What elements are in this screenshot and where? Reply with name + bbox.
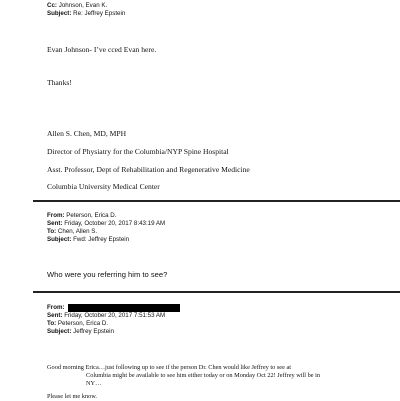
separator-rule [33, 200, 400, 202]
cc-value: Johnson, Evan K. [58, 2, 108, 9]
email3-body-line: NY… [86, 380, 102, 387]
email3-subject-line [47, 328, 114, 336]
email2-from-line [47, 212, 116, 220]
sent-label: Sent: [47, 220, 63, 227]
subject-label: Subject: [47, 10, 72, 17]
to-label: To: [47, 228, 57, 235]
from-label: From: [47, 304, 65, 311]
email2-subject-line [47, 236, 129, 244]
signature-dept: Asst. Professor, Dept of Rehabilitation and Regenerative Medicine [47, 165, 250, 174]
email2-sent-line [47, 220, 165, 228]
sent-value: Friday, October 20, 2017 7:51:53 AM [64, 312, 166, 319]
to-value: Chen, Allen S. [57, 228, 98, 235]
subject-label: Subject: [47, 328, 72, 335]
signature-org: Columbia University Medical Center [47, 182, 160, 191]
email1-thanks: Thanks! [47, 78, 72, 87]
email2-body: Who were you referring him to see? [47, 270, 168, 279]
cc-label: Cc: [47, 2, 57, 9]
subject-label: Subject: [47, 236, 72, 243]
email2-to-line [47, 228, 97, 236]
from-label: From: [47, 212, 65, 219]
email3-to-line [47, 320, 108, 328]
sent-label: Sent: [47, 312, 63, 319]
from-value: Peterson, Erica D. [66, 212, 117, 219]
email3-from-line [47, 304, 65, 312]
email1-cc-line [47, 2, 107, 10]
to-value: Peterson, Erica D. [57, 320, 109, 327]
separator-rule [33, 291, 400, 293]
to-label: To: [47, 320, 57, 327]
subject-value: Jeffrey Epstein [73, 328, 114, 335]
email3-body-line: Good morning Erica…just following up to see if the person Dr. Chen would like Jeffrey to see at [47, 364, 292, 371]
redaction-box [68, 304, 180, 312]
email1-subject-line [47, 10, 125, 18]
subject-value: Fwd: Jeffrey Epstein [73, 236, 130, 243]
email3-sent-line [47, 312, 165, 320]
subject-value: Re: Jeffrey Epstein [73, 10, 126, 17]
sent-value: Friday, October 20, 2017 8:43:19 AM [64, 220, 166, 227]
signature-title: Director of Physiatry for the Columbia/NYP Spine Hospital [47, 147, 229, 156]
email1-body: Evan Johnson- I’ve cced Evan here. [47, 45, 157, 54]
email3-closing: Please let me know. [47, 393, 97, 400]
email3-body-line: Columbia might be available to see him either today or on Monday Oct 22! Jeffrey will be in [86, 372, 321, 379]
signature-name: Allen S. Chen, MD, MPH [47, 129, 127, 138]
